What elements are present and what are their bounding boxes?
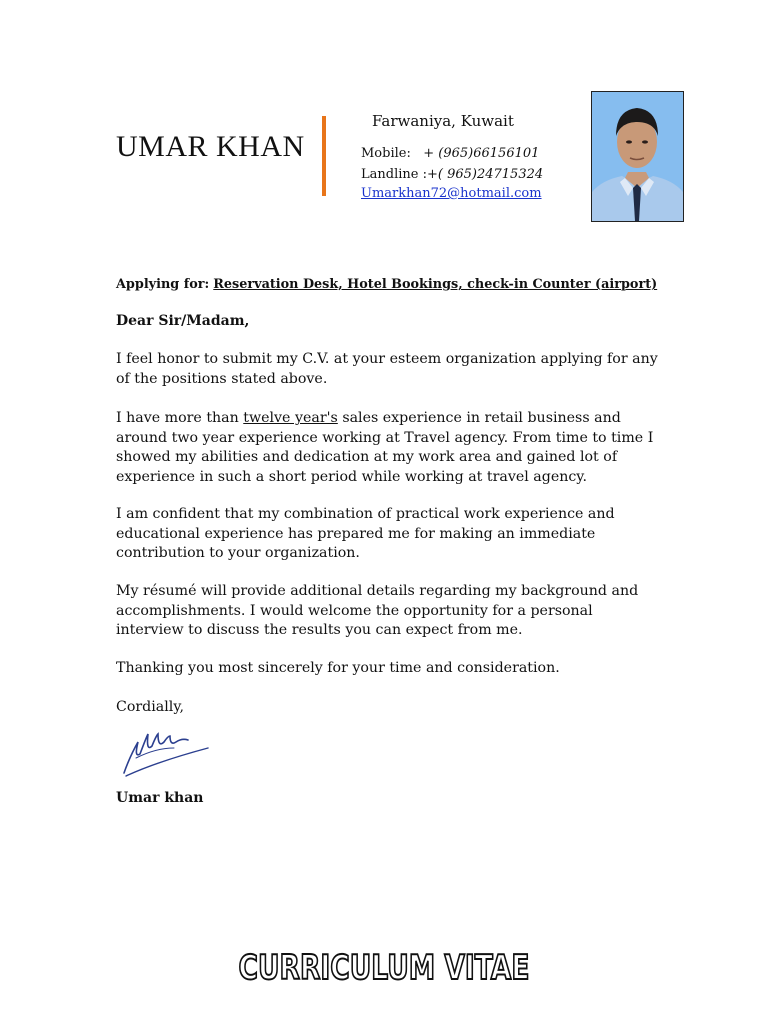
salutation: Dear Sir/Madam, bbox=[116, 313, 250, 329]
applying-positions: Reservation Desk, Hotel Bookings, check-in Counter (airport) bbox=[213, 277, 658, 292]
paragraph-2-post: sales experience in retail business and around two year experience working at Travel agency. From time to time I showed my abilities and dedication at my work area and gained lot of experience in such a short period while working at travel agency. bbox=[116, 410, 654, 485]
mobile-value: + (965)66156101 bbox=[423, 146, 540, 161]
person-photo-icon bbox=[592, 92, 683, 221]
paragraph-2-underlined: twelve year's bbox=[243, 410, 338, 426]
paragraph-1: I feel honor to submit my C.V. at your esteem organization applying for any of the positions stated above. bbox=[116, 351, 658, 387]
cv-title: CURRICULUM VITAE bbox=[238, 948, 530, 988]
profile-photo bbox=[591, 91, 684, 222]
paragraph-2 bbox=[116, 409, 661, 487]
applying-label: Applying for: bbox=[116, 277, 210, 292]
paragraph-4: My résumé will provide additional details regarding my background and accomplishments. I would welcome the opportunity for a personal interview to discuss the results you can expect from me. bbox=[116, 583, 639, 638]
landline-label: Landline : bbox=[361, 167, 427, 182]
signer-name: Umar khan bbox=[116, 790, 204, 806]
email-link[interactable]: Umarkhan72@hotmail.com bbox=[361, 186, 542, 201]
paragraph-5: Thanking you most sincerely for your time and consideration. bbox=[116, 660, 560, 676]
mobile-line bbox=[361, 146, 539, 161]
signature bbox=[116, 718, 212, 782]
paragraph-3: I am confident that my combination of practical work experience and educational experience has prepared me for making an immediate contribution to your organization. bbox=[116, 506, 615, 561]
mobile-label: Mobile: bbox=[361, 146, 411, 161]
location: Farwaniya, Kuwait bbox=[372, 112, 514, 130]
applying-for bbox=[116, 275, 661, 295]
landline-line bbox=[361, 167, 543, 182]
landline-value: +( 965)24715324 bbox=[426, 167, 544, 182]
header-divider bbox=[322, 116, 326, 196]
paragraph-2-pre: I have more than bbox=[116, 410, 244, 426]
signature-icon bbox=[116, 718, 212, 782]
applicant-name: UMAR KHAN bbox=[116, 130, 305, 163]
closing: Cordially, bbox=[116, 699, 184, 715]
